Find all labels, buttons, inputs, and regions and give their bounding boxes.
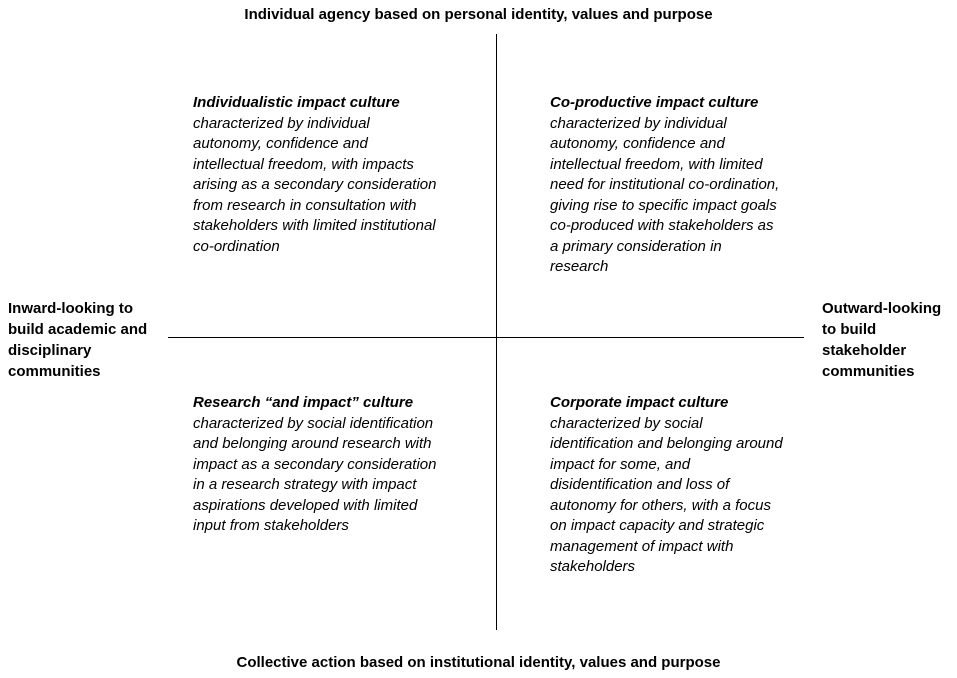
top-axis-label: Individual agency based on personal identity, values and purpose [244,6,713,23]
quadrant-title: Research “and impact” culture [193,394,414,411]
left-axis-label: Inward-looking to build academic and disciplinary communities [8,300,148,380]
quadrant-individualistic [193,93,438,257]
quadrant-description: characterized by individual autonomy, confidence and intellectual freedom, with limited need for institutional co-ordination, giving rise to specific impact goals co-produced with stakeholders as a primary consideration in research [550,114,780,275]
vertical-axis-line [496,34,497,630]
right-axis-label: Outward-looking to build stakeholder communities [822,300,942,380]
quadrant-description: characterized by social identification and belonging around research with impact as a secondary consideration in a research strategy with impact aspirations developed with limited input from stakeholders [193,414,437,534]
quadrant-description: characterized by individual autonomy, confidence and intellectual freedom, with impacts arising as a secondary consideration from research in consultation with stakeholders with limited institutional co-ordination [193,114,437,255]
quadrant-corporate [550,393,785,578]
quadrant-title: Corporate impact culture [550,394,729,411]
quadrant-title: Individualistic impact culture [193,94,400,111]
horizontal-axis-line [168,337,804,338]
quadrant-description: characterized by social identification and belonging around impact for some, and disidentification and loss of autonomy for others, with a focus on impact capacity and strategic management of impact with stakeholders [550,414,783,575]
quadrant-title: Co-productive impact culture [550,94,759,111]
bottom-axis-label: Collective action based on institutional identity, values and purpose [236,654,721,671]
quadrant-research-and-impact [193,393,438,537]
quadrant-co-productive [550,93,780,278]
